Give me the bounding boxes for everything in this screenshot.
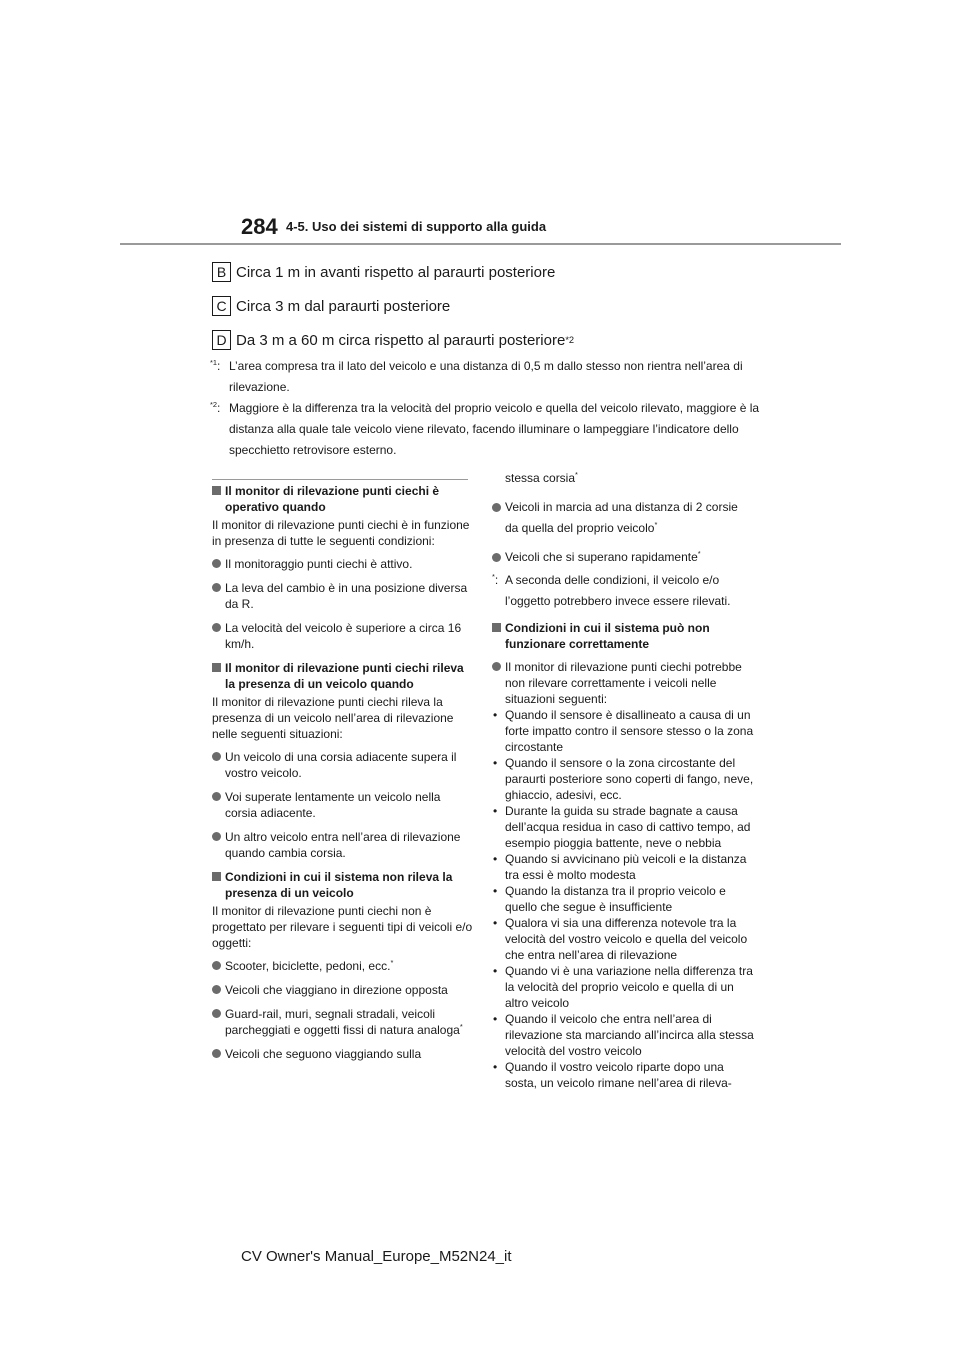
- list-item: Veicoli che viaggiano in direzione opposta: [212, 982, 474, 998]
- footnote-2-mark: *2: [210, 400, 218, 409]
- label-b-text: Circa 1 m in avanti rispetto al paraurti posteriore: [236, 263, 556, 281]
- footnote-ref: *: [654, 520, 658, 529]
- list-item: Veicoli che si superano rapidamente*: [492, 547, 754, 568]
- circle-bullet-icon: [492, 553, 501, 562]
- square-bullet-icon: [212, 872, 221, 881]
- continued-text: stessa corsia*: [505, 470, 578, 485]
- circle-bullet-icon: [212, 961, 221, 970]
- right-column: [492, 468, 754, 1091]
- list-item: La velocità del veicolo è superiore a circa 16 km/h.: [212, 620, 474, 652]
- section-heading-operative: Il monitor di rilevazione punti ciechi è operativo quando: [212, 483, 474, 515]
- list-item: Scooter, biciclette, pedoni, ecc.*: [212, 958, 474, 974]
- footnote-ref: *: [697, 549, 701, 558]
- section-title: 4-5. Uso dei sistemi di supporto alla guida: [286, 219, 547, 234]
- label-d-text: Da 3 m a 60 m circa rispetto al paraurti posteriore: [236, 331, 566, 349]
- footnote-ref: *: [390, 958, 394, 967]
- sub-list-item: • Quando il sensore o la zona circostante del paraurti posteriore sono coperti di fango, neve, ghiaccio, adesivi, ecc.: [493, 756, 754, 802]
- section-heading-detects: Il monitor di rilevazione punti ciechi rileva la presenza di un veicolo quando: [212, 660, 474, 692]
- section-heading-malfunction: Condizioni in cui il sistema può non funzionare correttamente: [492, 620, 754, 652]
- circle-bullet-icon: [492, 662, 501, 671]
- circle-bullet-icon: [212, 832, 221, 841]
- circle-bullet-icon: [212, 1049, 221, 1058]
- footnote-2-text: Maggiore è la differenza tra la velocità del proprio veicolo e quella del veicolo rilevato, maggiore è la distanza alla quale tale veicolo viene rilevato, facendo illuminare o lampeggiare l’indicatore dello specchietto retrovisore esterno.: [229, 401, 760, 457]
- square-bullet-icon: [492, 623, 501, 632]
- list-item: Voi superate lentamente un veicolo nella corsia adiacente.: [212, 789, 474, 821]
- footer-manual-id: CV Owner's Manual_Europe_M52N24_it: [241, 1248, 512, 1265]
- sub-list-item: • Quando vi è una variazione nella differenza tra la velocità del proprio veicolo e quella di un altro veicolo: [493, 964, 753, 1010]
- footnote-star: *: A seconda delle condizioni, il veicolo e/o l’oggetto potrebbero invece essere rilevati.: [492, 572, 731, 608]
- list-item: Veicoli in marcia ad una distanza di 2 corsie da quella del proprio veicolo*: [492, 497, 754, 539]
- sub-list-item: • Quando il veicolo che entra nell’area di rilevazione sta marciando all’incirca alla stessa velocità del vostro veicolo: [493, 1012, 754, 1058]
- left-column: [212, 483, 474, 1070]
- list-item: Veicoli che seguono viaggiando sulla: [212, 1046, 474, 1062]
- label-d-box: D: [212, 330, 231, 350]
- footnote-ref: *: [575, 470, 578, 479]
- footnote-1: $^{*1}$: L’area compresa tra il lato del veicolo e una distanza di 0,5 m dallo stesso non rientra nell’area di rilevazione.: [210, 356, 770, 398]
- section-heading-not-detected: Condizioni in cui il sistema non rileva la presenza di un veicolo: [212, 869, 474, 901]
- circle-bullet-icon: [212, 985, 221, 994]
- list-item: Un veicolo di una corsia adiacente supera il vostro veicolo.: [212, 749, 474, 781]
- header-rule: [120, 243, 841, 245]
- paragraph: Il monitor di rilevazione punti ciechi non è progettato per rilevare i seguenti tipi di veicoli e/o oggetti:: [212, 904, 473, 950]
- sub-list-item: • Quando il vostro veicolo riparte dopo una sosta, un veicolo rimane nell’area di rileva-: [493, 1060, 732, 1090]
- sub-list-item: • Qualora vi sia una differenza notevole tra la velocità del vostro veicolo e quella del veicolo che entra nell’area di rilevazione: [493, 916, 748, 962]
- label-b-row: [212, 262, 555, 282]
- footnote-1-text: L’area compresa tra il lato del veicolo e una distanza di 0,5 m dallo stesso non rientra nell’area di rilevazione.: [229, 359, 743, 394]
- square-bullet-icon: [212, 486, 221, 495]
- label-c-text: Circa 3 m dal paraurti posteriore: [236, 297, 451, 315]
- circle-bullet-icon: [212, 559, 221, 568]
- sub-list-item: • Quando si avvicinano più veicoli e la distanza tra essi è molto modesta: [493, 852, 747, 882]
- label-b-box: B: [212, 262, 231, 282]
- circle-bullet-icon: [212, 623, 221, 632]
- list-item: Un altro veicolo entra nell’area di rilevazione quando cambia corsia.: [212, 829, 474, 861]
- list-item: Guard-rail, muri, segnali stradali, veicoli parcheggiati e oggetti fissi di natura analoga*: [212, 1006, 474, 1038]
- label-c-box: C: [212, 296, 231, 316]
- label-c-row: [212, 296, 450, 316]
- column-divider: [212, 479, 468, 480]
- circle-bullet-icon: [212, 583, 221, 592]
- sub-list-item: • Durante la guida su strade bagnate a causa dell’acqua residua in caso di cattivo tempo, ad esempio pioggia battente, neve o nebbia: [493, 804, 751, 850]
- page-number: 284: [241, 214, 278, 239]
- footnote-ref: *: [459, 1022, 463, 1031]
- list-item: Il monitor di rilevazione punti ciechi potrebbe non rilevare correttamente i veicoli nelle situazioni seguenti:: [492, 659, 754, 707]
- label-d-row: D Da 3 m a 60 m circa rispetto al paraurti posteriore *2: [212, 330, 574, 350]
- circle-bullet-icon: [492, 503, 501, 512]
- circle-bullet-icon: [212, 1009, 221, 1018]
- sub-list-item: • Quando la distanza tra il proprio veicolo e quello che segue è insufficiente: [493, 884, 726, 914]
- circle-bullet-icon: [212, 752, 221, 761]
- list-item: Il monitoraggio punti ciechi è attivo.: [212, 556, 474, 572]
- circle-bullet-icon: [212, 792, 221, 801]
- footnote-1-mark: *1: [210, 358, 218, 367]
- square-bullet-icon: [212, 663, 221, 672]
- sub-list-item: • Quando il sensore è disallineato a causa di un forte impatto contro il sensore stesso o la zona circostante: [493, 708, 754, 754]
- list-item: La leva del cambio è in una posizione diversa da R.: [212, 580, 474, 612]
- footnote-2: $^{*2}$: Maggiore è la differenza tra la velocità del proprio veicolo e quella del veicolo rilevato, maggiore è la distanza alla quale tale veicolo viene rilevato, facendo illuminare o lampeggiare l’indicatore dello specchietto retrovisore esterno.: [210, 398, 770, 461]
- footnote-star-text: A seconda delle condizioni, il veicolo e/o l’oggetto potrebbero invece essere rilevati.: [505, 573, 731, 608]
- paragraph: Il monitor di rilevazione punti ciechi rileva la presenza di un veicolo nell’area di rilevazione nelle seguenti situazioni:: [212, 695, 454, 741]
- paragraph: Il monitor di rilevazione punti ciechi è in funzione in presenza di tutte le seguenti condizioni:: [212, 518, 470, 548]
